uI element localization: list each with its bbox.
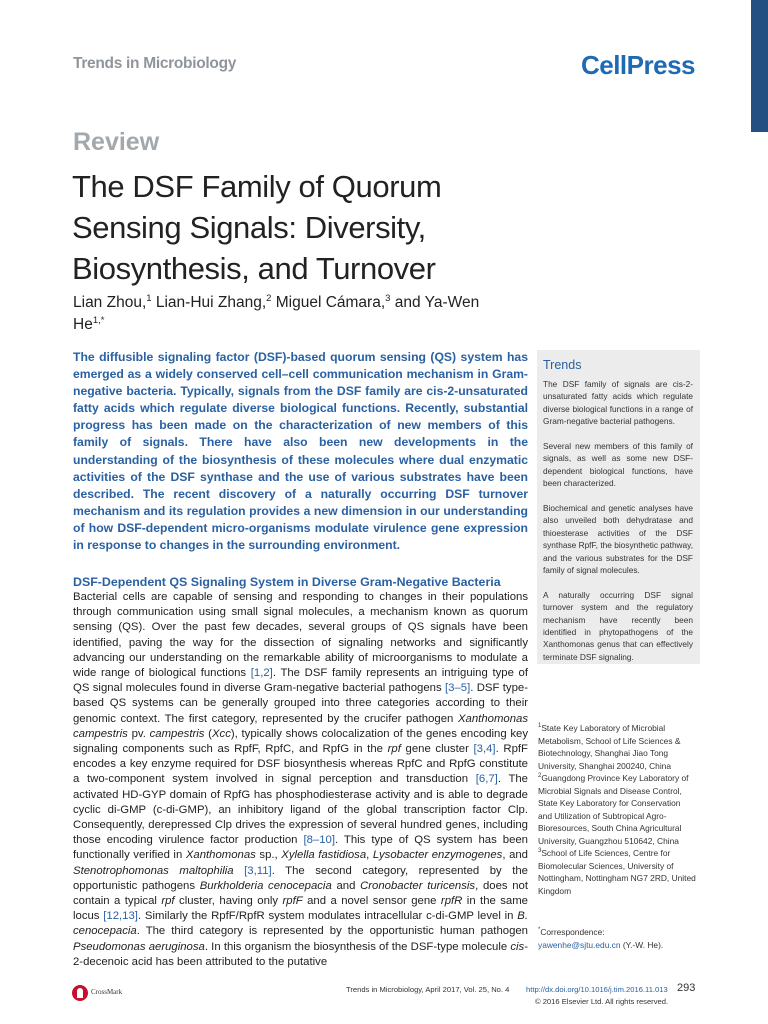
italic-text: Lysobacter enzymogenes (372, 849, 503, 862)
body-text-run (234, 865, 245, 877)
correspondence-line (538, 939, 698, 952)
body-text-run: -2-decenoic acid has been attributed to the putative (73, 940, 528, 968)
body-text-run: and (331, 879, 361, 892)
body-text-run: . This type of QS system has been functionally verified in (73, 834, 528, 862)
crossmark-badge[interactable] (72, 985, 152, 1003)
italic-text: Pseudomonas aeruginosa (73, 940, 205, 953)
article-title (72, 166, 532, 289)
italic-text: Burkholderia cenocepacia (199, 879, 332, 892)
author-affiliation-sup: 1 (146, 292, 152, 304)
body-text-run: in the same locus (73, 895, 528, 923)
journal-name: Trends in Microbiology (73, 55, 237, 72)
edge-tab (751, 0, 768, 132)
body-text-run: . The third category is represented by the opportunistic human pathogen (136, 925, 528, 938)
body-text-run: . Similarly the RpfF/RpfR system modulates intracellular c-di-GMP level in (137, 910, 518, 923)
body-text-run: , and (502, 849, 528, 862)
section-heading: DSF-Dependent QS Signaling System in Diverse Gram-Negative Bacteria (73, 575, 501, 589)
author-affiliation-sup: 3 (385, 292, 391, 304)
italic-text: Stenotrophomonas maltophilia (73, 864, 234, 877)
citation-link[interactable]: [12,13] (103, 910, 138, 923)
body-text-run: . RpfF encodes a key enzyme required for DSF biosynthesis whereas RpfC and RpfG constitute a two-component system involved in signal perception and transduction (73, 743, 528, 786)
italic-text: B. cenocepacia (73, 910, 528, 938)
affiliation-sup: 2 (538, 773, 542, 780)
author-name: and Ya-Wen He (73, 294, 480, 333)
citation-link[interactable]: [3,4] (473, 743, 496, 756)
author-name: Miguel Cámara, (271, 294, 386, 311)
body-text-run: , (366, 849, 373, 862)
copyright: © 2016 Elsevier Ltd. All rights reserved. (535, 997, 669, 1006)
italic-text: rpfR (440, 895, 463, 908)
author-affiliation-sup: 1,* (92, 314, 105, 326)
crossmark-icon (72, 985, 88, 1001)
doi-link[interactable]: http://dx.doi.org/10.1016/j.tim.2016.11.013 (526, 985, 668, 994)
italic-text: Xanthomonas campestris (73, 712, 528, 740)
body-text-run: . DSF type-based QS systems can be generally grouped into three categories according to their genomic context. The first category, represented by the crucifer pathogen (73, 682, 528, 725)
affiliations (538, 722, 696, 897)
italic-text: rpf (387, 743, 401, 756)
author-name: Lian-Hui Zhang, (151, 294, 267, 311)
body-text-run: ), typically shows colocalization of the genes encoding key signaling components such as RpfF, RpfC, and RpfG in the (73, 727, 529, 756)
italic-text: rpfF (282, 895, 303, 908)
citation-link[interactable]: [3,11] (244, 864, 272, 877)
correspondence (538, 926, 698, 951)
italic-text: Cronobacter turicensis (360, 879, 476, 892)
crossmark-label: CrossMark (91, 988, 123, 996)
citation-link[interactable]: [8–10] (303, 834, 335, 847)
title-line: Biosynthesis, and Turnover (72, 251, 436, 286)
trends-item: Several new members of this family of signals, as well as some new DSF-dependent biological functions, have been characterized. (543, 441, 693, 489)
affiliation-text: School of Life Sciences, Centre for Biomolecular Sciences, University of Nottingham, Nottingham NG7 2RD, United Kingdom (538, 848, 696, 896)
body-text-run: gene cluster (400, 743, 474, 756)
footer-citation: Trends in Microbiology, April 2017, Vol. 25, No. 4 (346, 985, 510, 994)
italic-text: Xanthomonas (185, 849, 256, 862)
trends-item: A naturally occurring DSF signal turnover system and the regulatory mechanism have recently been identified in phytopathogens of the Xanthomonas genus that can effectively terminate DSF signaling. (543, 589, 693, 662)
title-line: The DSF Family of Quorum (72, 169, 442, 204)
affiliation-sup: 1 (538, 723, 542, 730)
cellpress-logo[interactable]: CellPress (580, 50, 695, 80)
italic-text: Xylella fastidiosa (281, 849, 367, 862)
email-link[interactable]: yawenhe@sjtu.edu.cn (538, 939, 621, 950)
trends-item: The DSF family of signals are cis-2-unsaturated fatty acids which regulate diverse biological functions in a range of Gram-negative bacterial pathogens. (543, 379, 693, 427)
italic-text: rpf (161, 895, 175, 908)
body-text (73, 590, 528, 970)
body-text-run: Bacterial cells are capable of sensing and responding to changes in their populations through communication using small signal molecules, a mechanism known as quorum sensing (QS). Over the past few decades, several groups of QS signals have been identified, paving the way for the dissection of signaling networks and significantly advancing our understanding on the remarkable ability of microorganisms to modulate a wide range of biological functions (73, 591, 528, 680)
correspondence-sup: * (538, 927, 541, 934)
abstract: The diffusible signaling factor (DSF)-based quorum sensing (QS) system has emerged as a widely conserved cell–cell communication mechanism in Gram-negative bacteria. Typically, signals from the DSF family are cis-2-unsaturated fatty acids which regulate diverse biological functions. Recently, substantial progress has been made on the characterization of new members of this family of signals. There have also been new developments in the understanding of the biosynthesis of these molecules where dual enzymatic activities of the DSF synthase and the use of various substrates have been described. The recent discovery of a naturally occurring DSF turnover mechanism and its regulation provides a new dimension in our understanding of how DSF-dependent micro-organisms modulate virulence gene expression in response to changes in the surrounding environment. (73, 350, 528, 553)
correspondence-suffix: (Y.-W. He). (620, 939, 664, 950)
italic-text: campestris (149, 727, 205, 740)
affiliation (538, 847, 696, 897)
affiliation (538, 772, 696, 847)
trends-title: Trends (543, 358, 582, 372)
author-name: Lian Zhou, (73, 294, 147, 311)
body-text-run: , does not contain a typical (73, 879, 529, 908)
article-type: Review (73, 128, 160, 156)
author-list (73, 292, 513, 336)
author-affiliation-sup: 2 (266, 292, 272, 304)
affiliation (538, 722, 696, 772)
trends-item: Biochemical and genetic analyses have also unveiled both dehydratase and thioesterase activities of the DSF synthase RpfF, the biosynthetic pathway, and the various substrates for the DSF family of signal molecules. (543, 503, 693, 576)
citation-link[interactable]: [6,7] (475, 773, 498, 786)
body-text-run: . The second category, represented by the opportunistic pathogens (73, 864, 528, 892)
body-text-run: . The DSF family represents an intriguing type of QS signal molecules found in diverse Gram-negative bacterial pathogens (73, 667, 528, 695)
affiliation-sup: 3 (538, 848, 542, 855)
affiliation-text: State Key Laboratory of Microbial Metabolism, School of Life Sciences & Biotechnology, Shanghai Jiao Tong University, Shanghai 200240, China (538, 723, 681, 771)
correspondence-label: Correspondence: (540, 927, 605, 937)
body-text-run: cluster, having only (174, 895, 283, 908)
body-text-run: ( (204, 727, 212, 740)
trends-list (543, 378, 693, 676)
body-text-run: and a novel sensor gene (302, 895, 441, 908)
italic-text: Xcc (211, 727, 231, 740)
body-text-run: pv. (127, 727, 150, 740)
italic-text: cis (510, 940, 525, 953)
body-text-run: . The activated HD-GYP domain of RpfG has phosphodiesterase activity and is able to degrade cyclic di-GMP (c-di-GMP), an inhibitory ligand of the global transcription factor Clp. Consequently, derepressed Clp drives the expression of several hundred genes, including those encoding virulence factor production (73, 773, 528, 847)
citation-link[interactable]: [1,2] (250, 667, 273, 680)
citation-link[interactable]: [3–5] (444, 682, 471, 695)
page-number: 293 (677, 982, 696, 994)
correspondence-label-line (538, 926, 698, 939)
title-line: Sensing Signals: Diversity, (72, 210, 426, 245)
body-text-run: . In this organism the biosynthesis of the DSF-type molecule (204, 940, 511, 953)
affiliation-text: Guangdong Province Key Laboratory of Microbial Signals and Disease Control, State Key Laboratory for Conservation and Utilization of Subtropical Agro-Bioresources, South China Agricultural University, Guangzhou 510642, China (538, 773, 689, 846)
body-text-run: sp., (255, 849, 282, 862)
